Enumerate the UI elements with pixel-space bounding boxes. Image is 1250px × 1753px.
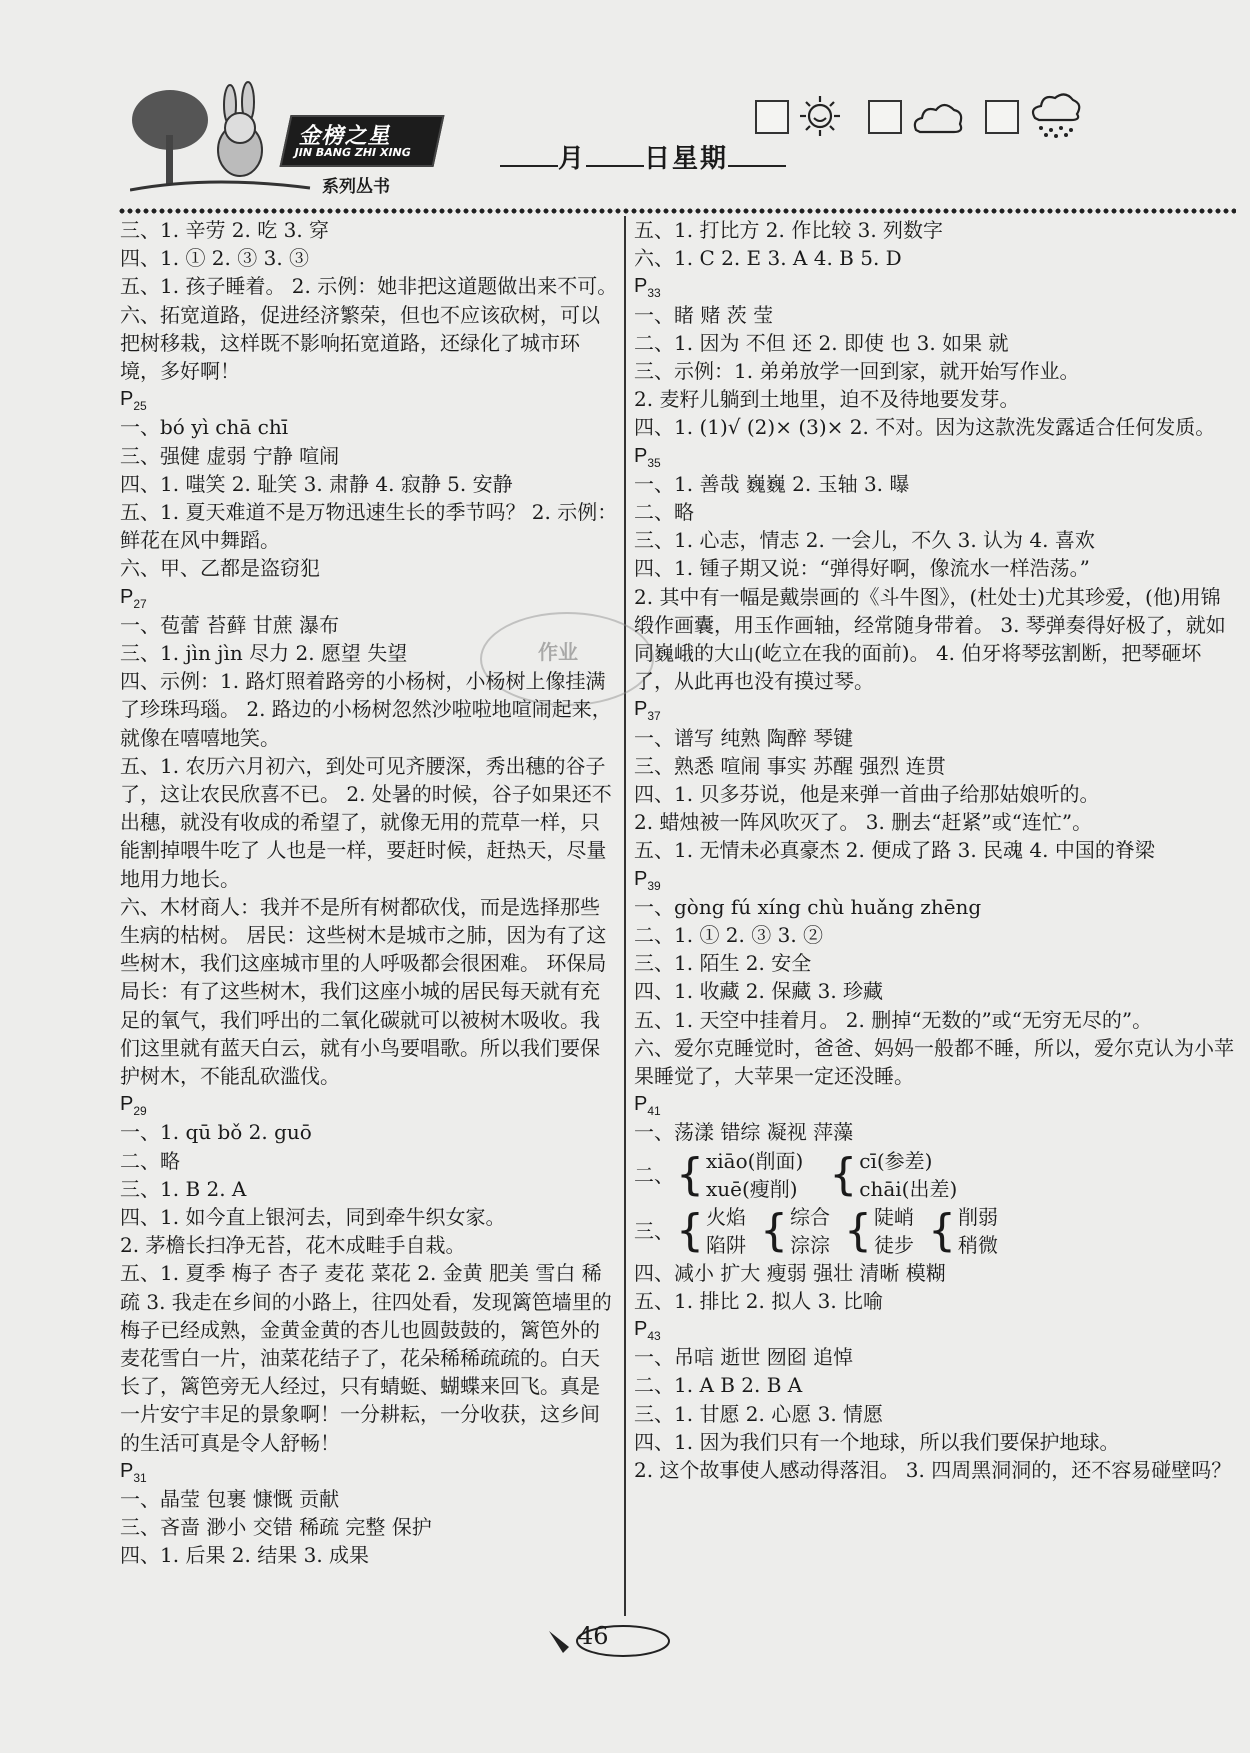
page-ref-number: 39 xyxy=(647,878,661,893)
page-ref xyxy=(634,442,1234,470)
answer-line: 四、1. (1)√ (2)× (3)× 2. 不对。因为这款洗发露适合任何发质。 xyxy=(634,415,1216,440)
series-label: 系列丛书 xyxy=(322,177,390,197)
q2-right-line: cī(参差) xyxy=(859,1148,933,1173)
answer-line: 一、吊唁 逝世 囫囵 追悼 xyxy=(634,1345,854,1370)
stamp-label: 作业 xyxy=(538,640,578,664)
left-brace-icon: { xyxy=(676,1204,704,1256)
q3-prefix: 三、 xyxy=(634,1218,674,1243)
answer-line: 四、减小 扩大 瘦弱 强壮 清晰 模糊 xyxy=(634,1260,946,1285)
answer-line: 一、谱写 纯熟 陶醉 琴键 xyxy=(634,725,854,750)
answer-line: 二、1. 因为 不但 还 2. 即使 也 3. 如果 就 xyxy=(634,330,1009,355)
answer-line: 二、略 xyxy=(634,500,694,524)
answer-line: 2. 蜡烛被一阵风吹灭了。 3. 删去“赶紧”或“连忙”。 xyxy=(634,810,1093,835)
answer-line: 一、晶莹 包裹 慷慨 贡献 xyxy=(120,1487,340,1512)
sun-icon xyxy=(797,94,843,138)
page-ref-prefix: P xyxy=(634,1093,648,1116)
q2-group-left xyxy=(706,1147,803,1203)
answer-line: 六、木材商人：我并不是所有树都砍伐，而是选择那些生病的枯树。 居民：这些树木是城市之肺，因为有了这些树木，我们这座城市里的人呼吸都会很困难。 环保局局长：有了这些树木，我们这座小城的居民每天就有充足的氧气，我们呼出的二氧化碳就可以被树木吸收。我们这里就有蓝天白云，就有小鸟要唱歌。所以我们要保护树木，不能乱砍滥伐。 xyxy=(120,894,607,1089)
page-ref-number: 25 xyxy=(133,399,147,414)
page-ref-prefix: P xyxy=(120,388,134,411)
answer-line: 三、1. jìn jìn 尽力 2. 愿望 失望 xyxy=(120,641,408,666)
left-brace-icon: { xyxy=(928,1204,956,1256)
page-ref-number: 27 xyxy=(133,596,147,611)
answer-line: 一、苞蕾 苔藓 甘蔗 瀑布 xyxy=(120,612,340,637)
answer-line: 四、示例：1. 路灯照着路旁的小杨树，小杨树上像挂满了珍珠玛瑙。 2. 路边的小杨树忽然沙啦啦地喧闹起来，就像在嘻嘻地笑。 xyxy=(120,669,612,750)
page-ref-number: 33 xyxy=(647,286,661,301)
date-line xyxy=(500,138,786,175)
page-ref-prefix: P xyxy=(634,1318,648,1341)
answer-line: 四、1. 如今直上银河去，同到牵牛织女家。 xyxy=(120,1205,506,1230)
answer-line: 三、吝啬 渺小 交错 稀疏 完整 保护 xyxy=(120,1515,432,1540)
answer-line: 一、bó yì chā chī xyxy=(120,415,289,440)
answer-line: 四、1. ① 2. ③ 3. ③ xyxy=(120,246,310,271)
q3-group xyxy=(874,1203,914,1259)
page-ref xyxy=(634,695,1234,723)
month-blank[interactable] xyxy=(500,141,558,167)
brand-title: 金榜之星 xyxy=(297,124,395,149)
answer-line: 一、睹 赌 茨 莹 xyxy=(634,302,774,327)
answer-line: 四、1. 收藏 2. 保藏 3. 珍藏 xyxy=(634,979,884,1004)
q3-group xyxy=(958,1203,998,1259)
page-ref-number: 29 xyxy=(133,1104,147,1119)
pen-page-badge-icon xyxy=(545,1617,675,1667)
q3-word: 陷阱 xyxy=(706,1232,746,1257)
page-ref xyxy=(634,865,1234,893)
day-label: 日星期 xyxy=(644,144,729,174)
answer-line: 二、1. A B 2. B A xyxy=(634,1373,803,1398)
answer-line: 五、1. 天空中挂着月。 2. 删掉“无数的”或“无穷无尽的”。 xyxy=(634,1007,1153,1032)
left-answer-column xyxy=(120,216,618,1570)
answer-line: 一、荡漾 错综 凝视 萍藻 xyxy=(634,1120,854,1145)
answer-line: 六、1. C 2. E 3. A 4. B 5. D xyxy=(634,246,902,271)
column-divider xyxy=(624,216,626,1616)
answer-line: 2. 茅檐长扫净无苔，花木成畦手自栽。 xyxy=(120,1233,466,1258)
page-ref xyxy=(634,1090,1234,1118)
left-brace-icon: { xyxy=(844,1204,872,1256)
answer-line: 六、拓宽道路，促进经济繁荣，但也不应该砍树，可以把树移栽，这样既不影响拓宽道路，还绿化了城市环境，多好啊！ xyxy=(120,302,600,384)
page-ref-number: 43 xyxy=(647,1329,661,1344)
answer-line: 2. 这个故事使人感动得落泪。 3. 四周黑洞洞的，还不容易碰壁吗？ xyxy=(634,1458,1232,1483)
weekday-blank[interactable] xyxy=(728,141,786,167)
answer-line: 五、1. 排比 2. 拟人 3. 比喻 xyxy=(634,1288,884,1313)
page-ref-prefix: P xyxy=(120,1459,134,1482)
answer-line: 三、熟悉 喧闹 事实 苏醒 强烈 连贯 xyxy=(634,753,946,778)
page-ref-number: 35 xyxy=(647,455,661,470)
answer-line: 一、1. 善哉 巍巍 2. 玉轴 3. 曝 xyxy=(634,471,910,496)
page-ref-prefix: P xyxy=(634,867,648,890)
answer-line: 二、略 xyxy=(120,1148,180,1173)
page-ref-number: 41 xyxy=(647,1104,661,1119)
brand-subtitle: JIN BANG ZHI XING xyxy=(293,146,413,159)
answer-line: 三、强健 虚弱 宁静 喧闹 xyxy=(120,443,340,468)
answer-line: 四、1. 因为我们只有一个地球，所以我们要保护地球。 xyxy=(634,1429,1120,1454)
page-ref xyxy=(120,583,618,611)
answer-line: 六、甲、乙都是盗窃犯 xyxy=(120,556,320,581)
answer-line: 三、1. 甘愿 2. 心愿 3. 情愿 xyxy=(634,1401,884,1426)
left-brace-icon: { xyxy=(676,1148,704,1200)
answer-line: 三、示例：1. 弟弟放学一回到家，就开始写作业。 xyxy=(634,359,1080,383)
answer-line: 五、1. 农历六月初六，到处可见齐腰深，秀出穗的谷子了，这让农民欣喜不已。 2. 处暑的时候，谷子如果还不出穗，就没有收成的希望了，就像无用的荒草一样，只能割掉喂牛吃了 人也是一样，要赶时候，赶热天，尽量地用力地长。 xyxy=(120,753,612,891)
q2-prefix: 二、 xyxy=(634,1162,674,1187)
page-ref xyxy=(120,385,618,413)
weather-checkbox-sunny[interactable] xyxy=(755,100,789,134)
q3-word: 削弱 xyxy=(958,1204,998,1229)
page-ref xyxy=(120,1090,618,1118)
right-answer-list xyxy=(634,216,1234,1147)
answer-line: 2. 其中有一幅是戴崇画的《斗牛图》，(杜处士)尤其珍爱，(他)用锦缎作画囊，用玉作画轴，经常随身带着。 3. 琴弹奏得好极了，就如同巍峨的大山(屹立在我的面前)。 4. 伯牙将琴弦割断，把琴砸坏了，从此再也没有摸过琴。 xyxy=(634,584,1226,694)
p41-question-3 xyxy=(634,1203,1234,1259)
page-ref-prefix: P xyxy=(634,698,648,721)
answer-line: 五、1. 无情未必真豪杰 2. 便成了路 3. 民魂 4. 中国的脊梁 xyxy=(634,838,1155,863)
answer-line: 三、1. 陌生 2. 安全 xyxy=(634,951,812,976)
left-brace-icon: { xyxy=(829,1148,858,1200)
q3-word: 火焰 xyxy=(706,1204,746,1229)
answer-line: 四、1. 贝多芬说，他是来弹一首曲子给那姑娘听的。 xyxy=(634,782,1100,807)
page-ref-prefix: P xyxy=(120,1093,134,1116)
q3-word: 淙淙 xyxy=(790,1232,830,1257)
q3-word: 综合 xyxy=(790,1204,830,1229)
rain-icon xyxy=(1027,92,1083,138)
page-number: 46 xyxy=(578,1622,609,1650)
page-ref xyxy=(120,1457,618,1485)
answer-line: 五、1. 夏天难道不是万物迅速生长的季节吗？ 2. 示例：鲜花在风中舞蹈。 xyxy=(120,500,618,553)
page-ref-number: 37 xyxy=(647,709,661,724)
answer-line: 六、爱尔克睡觉时，爸爸、妈妈一般都不睡，所以，爱尔克认为小苹果睡觉了，大苹果一定还没睡。 xyxy=(634,1035,1234,1089)
q3-group xyxy=(706,1203,746,1259)
page-ref xyxy=(634,272,1234,300)
q3-group xyxy=(790,1203,830,1259)
q3-word: 陡峭 xyxy=(874,1204,914,1229)
q3-word: 徒步 xyxy=(874,1232,914,1257)
answer-line: 四、1. 后果 2. 结果 3. 成果 xyxy=(120,1543,370,1568)
weather-checkbox-cloudy[interactable] xyxy=(868,100,902,134)
q3-word: 稍微 xyxy=(958,1232,998,1257)
answer-line: 一、1. qū bǒ 2. guō xyxy=(120,1120,312,1145)
day-blank[interactable] xyxy=(586,141,644,167)
brand-badge xyxy=(279,115,444,167)
answer-line: 四、1. 锺子期又说：“弹得好啊，像流水一样浩荡。” xyxy=(634,556,1090,581)
dotted-separator xyxy=(118,207,1236,215)
answer-line: 2. 麦籽儿躺到土地里，迫不及待地要发芽。 xyxy=(634,387,1020,412)
q2-left-line: xiāo(削面) xyxy=(706,1148,804,1173)
page-ref xyxy=(634,1315,1234,1343)
answer-line: 三、1. B 2. A xyxy=(120,1176,247,1201)
q2-group-right xyxy=(859,1147,957,1203)
q2-left-line: xuē(瘦削) xyxy=(706,1176,798,1201)
page-ref-prefix: P xyxy=(634,444,648,467)
answer-line: 三、1. 心志，情志 2. 一会儿，不久 3. 认为 4. 喜欢 xyxy=(634,528,1095,553)
right-answer-list-tail xyxy=(634,1259,1234,1485)
page-ref-prefix: P xyxy=(120,585,134,608)
page-ref-prefix: P xyxy=(634,275,648,298)
answer-line: 五、1. 孩子睡着。 2. 示例：她非把这道题做出来不可。 xyxy=(120,274,618,299)
answer-line: 一、gòng fú xíng chù huǎng zhēng xyxy=(634,894,982,919)
answer-line: 五、1. 打比方 2. 作比较 3. 列数字 xyxy=(634,218,944,242)
page-ref-number: 31 xyxy=(133,1470,147,1485)
month-label: 月 xyxy=(558,144,587,174)
answer-line: 五、1. 夏季 梅子 杏子 麦花 菜花 2. 金黄 肥美 雪白 稀疏 3. 我走在乡间的小路上，往四处看，发现篱笆墙里的梅子已经成熟，金黄金黄的杏儿也圆鼓鼓的，篱笆外的麦花雪白一片，油菜花结子了，花朵稀稀疏疏的。白天长了，篱笆旁无人经过，只有蜻蜓、蝴蝶来回飞。真是一片安宁丰足的景象啊！一分耕耘，一分收获，这乡间的生活可真是令人舒畅！ xyxy=(120,1261,612,1455)
cloud-icon xyxy=(910,98,966,138)
q2-right-line: chāi(出差) xyxy=(859,1176,958,1201)
answer-line: 四、1. 嗤笑 2. 耻笑 3. 肃静 4. 寂静 5. 安静 xyxy=(120,471,513,496)
answer-line: 二、1. ① 2. ③ 3. ② xyxy=(634,923,824,948)
weather-checkbox-rainy[interactable] xyxy=(985,100,1019,134)
page-header xyxy=(0,0,1250,205)
left-brace-icon: { xyxy=(760,1204,788,1256)
right-answer-column xyxy=(634,216,1234,1484)
answer-line: 三、1. 辛劳 2. 吃 3. 穿 xyxy=(120,218,330,242)
p41-question-2 xyxy=(634,1147,1234,1203)
